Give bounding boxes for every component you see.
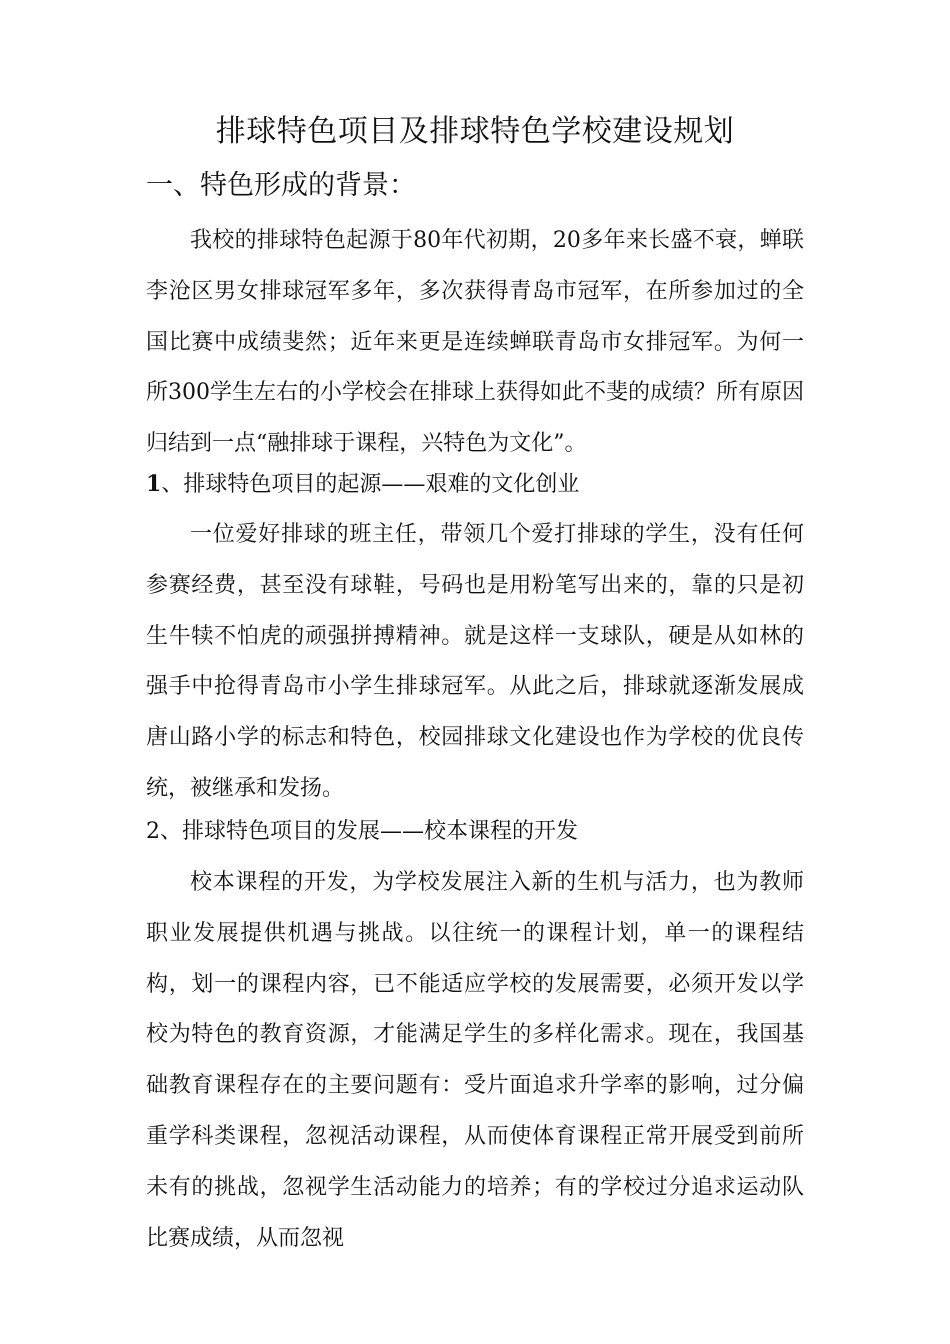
document-title: 排球特色项目及排球特色学校建设规划 [215, 114, 735, 149]
paragraph-origin: 一位爱好排球的班主任，带领几个爱打排球的学生，没有任何参赛经费，甚至没有球鞋，号码也是用粉笔写出来的，靠的只是初生牛犊不怕虎的顽强拼搏精神。就是这样一支球队，硬是从如林的强手中抢得青岛市小学生排球冠军。从此之后，排球就逐渐发展成唐山路小学的标志和特色，校园排球文化建设也作为学校的优良传统，被继承和发扬。 [146, 522, 804, 801]
subheading-origin-number: 1 [146, 471, 162, 497]
section-heading-background: 一、特色形成的背景： [146, 170, 416, 201]
subheading-origin [146, 462, 579, 507]
subheading-origin-text: 、排球特色项目的起源——艰难的文化创业 [161, 472, 580, 497]
subheading-development: 2、排球特色项目的发展——校本课程的开发 [146, 819, 578, 844]
paragraph-background: 我校的排球特色起源于80年代初期，20多年来长盛不衰，蝉联李沧区男女排球冠军多年，多次获得青岛市冠军，在所参加过的全国比赛中成绩斐然；近年来更是连续蝉联青岛市女排冠军。为何一所300学生左右的小学校会在排球上获得如此不斐的成绩？所有原因归结到一点“融排球于课程，兴特色为文化”。 [146, 228, 804, 457]
paragraph-development: 校本课程的开发，为学校发展注入新的生机与活力，也为教师职业发展提供机遇与挑战。以往统一的课程计划，单一的课程结构，划一的课程内容，已不能适应学校的发展需要，必须开发以学校为特色的教育资源，才能满足学生的多样化需求。现在，我国基础教育课程存在的主要问题有：受片面追求升学率的影响，过分偏重学科类课程，忽视活动课程，从而使体育课程正常开展受到前所未有的挑战，忽视学生活动能力的培养；有的学校过分追求运动队比赛成绩，从而忽视 [146, 870, 804, 1251]
